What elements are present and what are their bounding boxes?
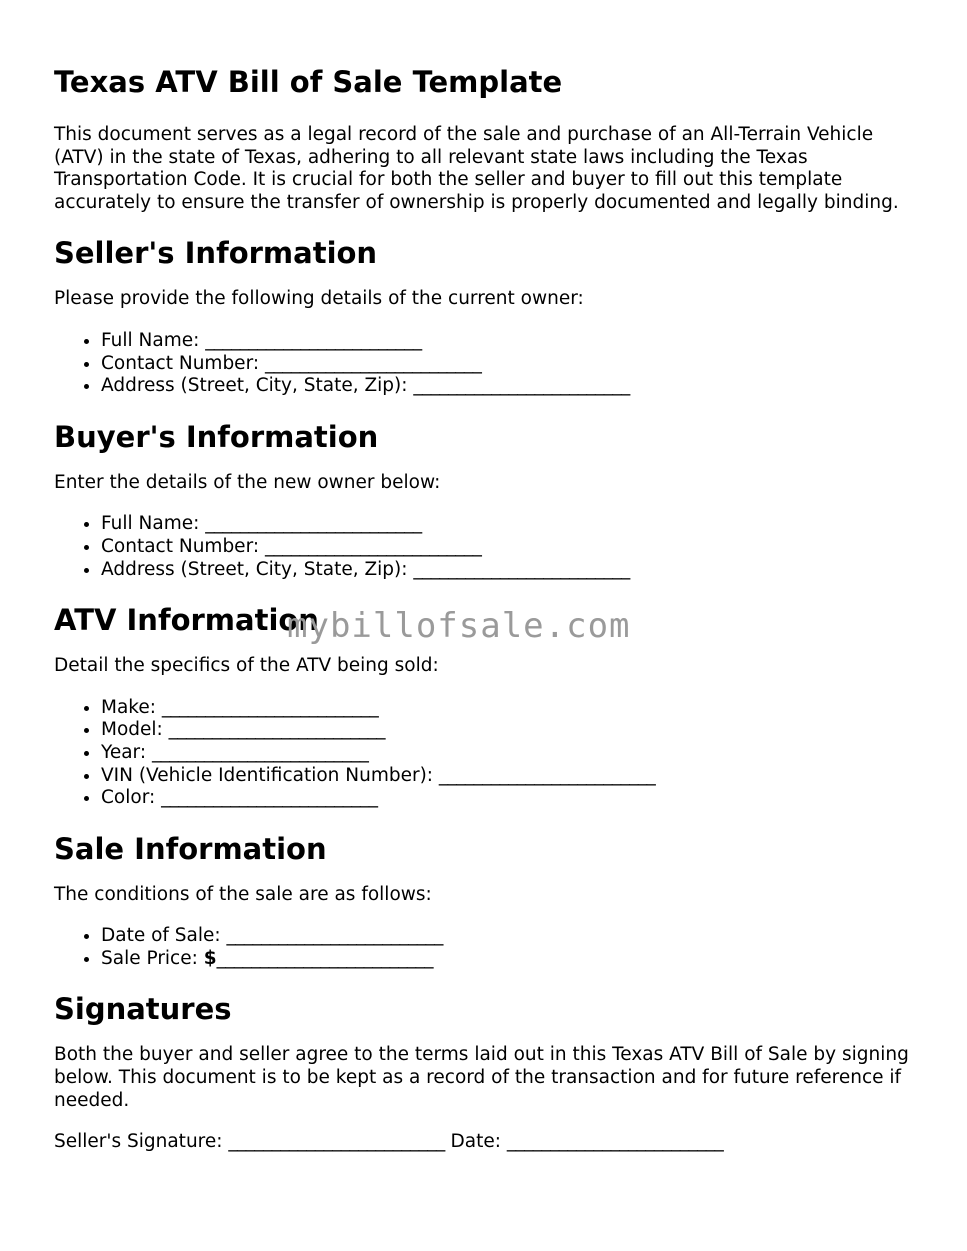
atv-field-list: [54, 697, 914, 810]
atv-make-item: • Make: _________________________: [101, 697, 914, 720]
atv-color-blank[interactable]: _________________________: [161, 787, 378, 809]
seller-full-name-item: • Full Name: _________________________: [101, 330, 914, 353]
atv-heading: ATV Information: [54, 603, 319, 638]
atv-prompt: Detail the specifics of the ATV being sold:: [54, 655, 439, 677]
signatures-heading: Signatures: [54, 992, 232, 1027]
atv-year-item: • Year: _________________________: [101, 742, 914, 765]
atv-make-blank[interactable]: _________________________: [161, 696, 379, 718]
atv-vin-item: • VIN (Vehicle Identification Number): _________________________: [101, 765, 914, 788]
buyer-prompt: Enter the details of the new owner below:: [54, 471, 441, 493]
sale-price-blank[interactable]: _________________________: [216, 947, 433, 969]
seller-address-blank[interactable]: _________________________: [413, 375, 630, 397]
sale-date-blank[interactable]: _________________________: [226, 925, 443, 947]
intro-paragraph: This document serves as a legal record of the sale and purchase of an All-Terrain Vehicle (ATV) in the state of Texas, adhering to all relevant state laws including the Texas Transportation Code. It is crucial for both the seller and buyer to fill out this template accurately to ensure the transfer of ownership is properly documented and legally binding.: [54, 124, 899, 213]
seller-contact-blank[interactable]: _________________________: [264, 352, 482, 374]
sale-heading: Sale Information: [54, 831, 327, 866]
atv-model-blank[interactable]: _________________________: [168, 719, 385, 741]
buyer-address-blank[interactable]: _________________________: [413, 558, 630, 580]
sale-date-item: • Date of Sale: _________________________: [101, 925, 914, 948]
atv-year-blank[interactable]: _________________________: [151, 741, 369, 763]
buyer-full-name-item: • Full Name: _________________________: [101, 513, 914, 536]
seller-signature-line: Seller's Signature: _________________________ Date: _________________________: [54, 1131, 724, 1153]
page-title: Texas ATV Bill of Sale Template: [54, 65, 563, 99]
buyer-contact-item: • Contact Number: _________________________: [101, 536, 914, 559]
buyer-address-item: • Address (Street, City, State, Zip): _________________________: [101, 559, 914, 582]
buyer-contact-blank[interactable]: _________________________: [264, 535, 482, 557]
signatures-paragraph: Both the buyer and seller agree to the terms laid out in this Texas ATV Bill of Sale by signing below. This document is to be kept as a record of the transaction and for future reference if needed.: [54, 1044, 909, 1111]
buyer-heading: Buyer's Information: [54, 419, 379, 454]
seller-signature-blank[interactable]: _________________________: [228, 1131, 445, 1153]
seller-field-list: [54, 330, 914, 398]
buyer-full-name-blank[interactable]: _________________________: [205, 513, 422, 535]
sale-field-list: [54, 925, 914, 970]
atv-color-item: • Color: _________________________: [101, 787, 914, 810]
signature-date-blank[interactable]: _________________________: [506, 1131, 724, 1153]
buyer-field-list: [54, 513, 914, 581]
seller-full-name-blank[interactable]: _________________________: [205, 329, 422, 351]
seller-address-item: • Address (Street, City, State, Zip): _________________________: [101, 375, 914, 398]
seller-prompt: Please provide the following details of the current owner:: [54, 288, 584, 310]
atv-vin-blank[interactable]: _________________________: [438, 764, 656, 786]
atv-model-item: • Model: _________________________: [101, 719, 914, 742]
currency-symbol: $: [203, 947, 217, 969]
watermark: mybillofsale.com: [287, 606, 631, 646]
sale-prompt: The conditions of the sale are as follows:: [54, 883, 432, 905]
seller-contact-item: • Contact Number: _________________________: [101, 353, 914, 376]
seller-heading: Seller's Information: [54, 236, 378, 271]
sale-price-item: • Sale Price: $_________________________: [101, 948, 914, 971]
